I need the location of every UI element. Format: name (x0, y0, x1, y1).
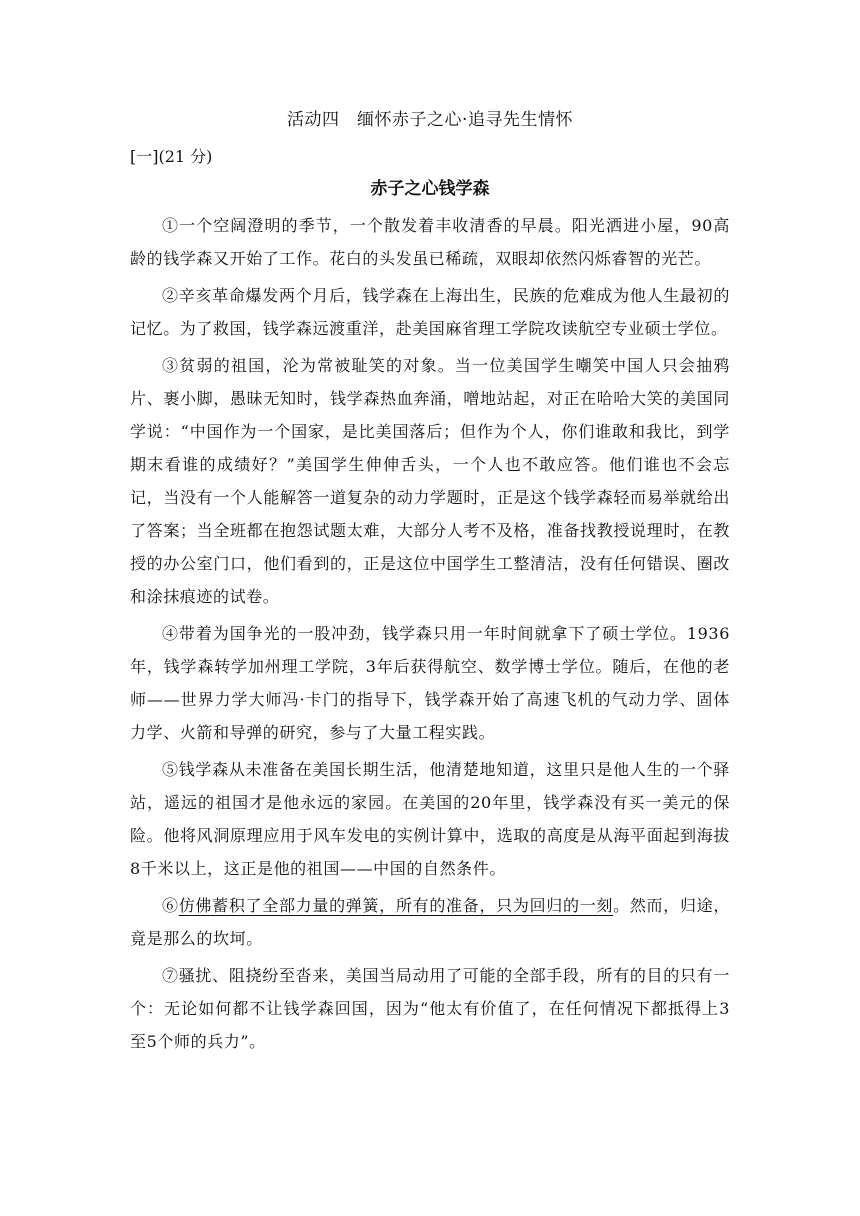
paragraph-1: ①一个空阔澄明的季节，一个散发着丰收清香的早晨。阳光洒进小屋，90高龄的钱学森又开始了工作。花白的头发虽已稀疏，双眼却依然闪烁睿智的光芒。 (130, 216, 730, 268)
paragraph-3: ③贫弱的祖国，沦为常被耻笑的对象。当一位美国学生嘲笑中国人只会抽鸦片、裹小脚，愚昧无知时，钱学森热血奔涌，噌地站起，对正在哈哈大笑的美国同学说：“中国作为一个国家，是比美国落后；但作为个人，你们谁敢和我比，到学期末看谁的成绩好？”美国学生伸伸舌头，一个人也不敢应答。他们谁也不会忘记，当没有一个人能解答一道复杂的动力学题时，正是这个钱学森轻而易举就给出了答案；当全班都在抱怨试题太难，大部分人考不及格，准备找教授说理时，在教授的办公室门口，他们看到的，正是这位中国学生工整清洁，没有任何错误、圈改和涂抹痕迹的试卷。 (130, 356, 730, 606)
paragraph-6-number: ⑥ (162, 896, 179, 915)
paragraph-7: ⑦骚扰、阻挠纷至沓来，美国当局动用了可能的全部手段，所有的目的只有一个：无论如何都不让钱学森回国，因为“他太有价值了，在任何情况下都抵得上3至5个师的兵力”。 (130, 966, 730, 1051)
underlined-sentence: 仿佛蓄积了全部力量的弹簧，所有的准备，只为回归的一刻 (178, 896, 614, 915)
article-title: 赤子之心钱学森 (370, 179, 490, 199)
paragraph-5: ⑤钱学森从未准备在美国长期生活，他清楚地知道，这里只是他人生的一个驿站，遥远的祖国才是他永远的家园。在美国的20年里，钱学森没有买一美元的保险。他将风洞原理应用于风车发电的实例计算中，选取的高度是从海平面起到海拔8千米以上，这正是他的祖国——中国的自然条件。 (130, 760, 730, 878)
part-label: [一](21 分) (130, 147, 213, 166)
paragraph-6 (130, 889, 730, 955)
paragraph-6-rest: 。然而，归途，竟是那么的坎坷。 (130, 896, 730, 948)
paragraph-2: ②辛亥革命爆发两个月后，钱学森在上海出生，民族的危难成为他人生最初的记忆。为了救国，钱学森远渡重洋，赴美国麻省理工学院攻读航空专业硕士学位。 (130, 286, 730, 338)
paragraph-4: ④带着为国争光的一股冲劲，钱学森只用一年时间就拿下了硕士学位。1936年，钱学森转学加州理工学院，3年后获得航空、数学博士学位。随后，在他的老师——世界力学大师冯·卡门的指导下，钱学森开始了高速飞机的气动力学、固体力学、火箭和导弹的研究，参与了大量工程实践。 (130, 624, 730, 742)
article-body (130, 209, 730, 1062)
section-title: 活动四 缅怀赤子之心·追寻先生情怀 (287, 110, 573, 130)
